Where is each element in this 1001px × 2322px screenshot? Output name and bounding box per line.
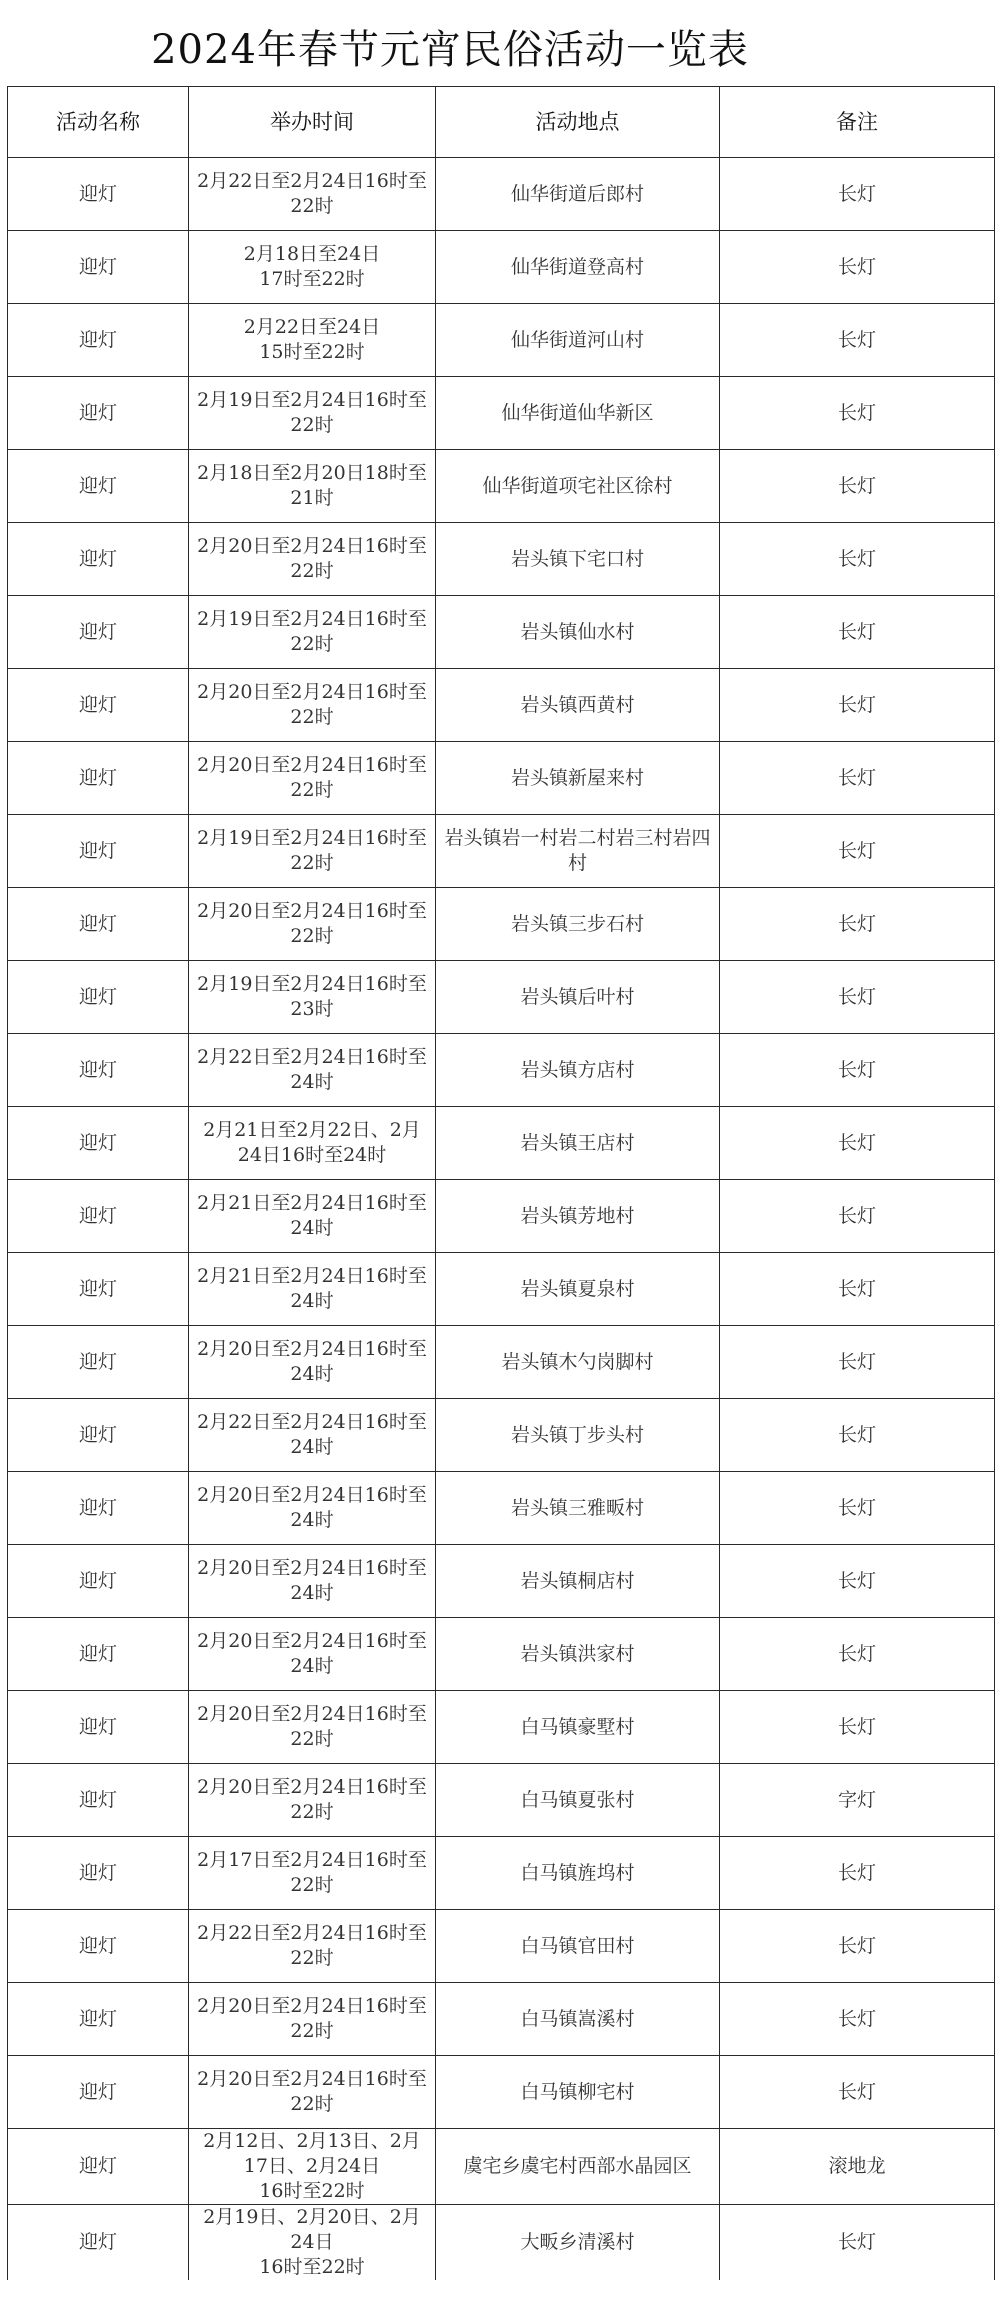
- cell-time: 2月22日至2月24日16时至24时: [189, 1399, 436, 1472]
- cell-time: 2月20日至2月24日16时至22时: [189, 1691, 436, 1764]
- table-row: [8, 596, 995, 669]
- cell-location: 岩头镇西黄村: [436, 669, 720, 742]
- cell-activity-name: 迎灯: [8, 2205, 189, 2281]
- cell-activity-name: 迎灯: [8, 1253, 189, 1326]
- cell-time: 2月20日至2月24日16时至24时: [189, 1326, 436, 1399]
- cell-time: 2月21日至2月22日、2月24日16时至24时: [189, 1107, 436, 1180]
- cell-time: 2月19日、2月20日、2月24日 16时至22时: [189, 2205, 436, 2281]
- cell-location: 岩头镇桐店村: [436, 1545, 720, 1618]
- cell-time: 2月20日至2月24日16时至22时: [189, 1764, 436, 1837]
- cell-location: 岩头镇新屋来村: [436, 742, 720, 815]
- cell-remark: 长灯: [720, 158, 995, 231]
- cell-time: 2月19日至2月24日16时至22时: [189, 815, 436, 888]
- events-table: [7, 86, 995, 2280]
- cell-remark: 长灯: [720, 888, 995, 961]
- cell-remark: 长灯: [720, 1837, 995, 1910]
- cell-location: 仙华街道后郎村: [436, 158, 720, 231]
- cell-activity-name: 迎灯: [8, 1472, 189, 1545]
- header-activity-name: 活动名称: [8, 87, 189, 158]
- cell-time: 2月22日至2月24日16时至24时: [189, 1034, 436, 1107]
- cell-location: 岩头镇方店村: [436, 1034, 720, 1107]
- cell-remark: 长灯: [720, 1545, 995, 1618]
- cell-remark: 长灯: [720, 669, 995, 742]
- cell-remark: 长灯: [720, 1034, 995, 1107]
- document-title: 2024年春节元宵民俗活动一览表: [151, 27, 749, 73]
- cell-remark: 长灯: [720, 1107, 995, 1180]
- cell-location: 岩头镇下宅口村: [436, 523, 720, 596]
- cell-time: 2月19日至2月24日16时至23时: [189, 961, 436, 1034]
- cell-time: 2月22日至24日 15时至22时: [189, 304, 436, 377]
- cell-time: 2月20日至2月24日16时至22时: [189, 523, 436, 596]
- cell-remark: 长灯: [720, 742, 995, 815]
- table-row: [8, 1910, 995, 1983]
- cell-remark: 长灯: [720, 961, 995, 1034]
- table-row: [8, 158, 995, 231]
- cell-remark: 长灯: [720, 231, 995, 304]
- cell-remark: 长灯: [720, 1399, 995, 1472]
- table-row: [8, 1253, 995, 1326]
- cell-remark: 长灯: [720, 1910, 995, 1983]
- cell-activity-name: 迎灯: [8, 377, 189, 450]
- cell-activity-name: 迎灯: [8, 669, 189, 742]
- cell-location: 白马镇柳宅村: [436, 2056, 720, 2129]
- table-row: [8, 815, 995, 888]
- cell-remark: 长灯: [720, 377, 995, 450]
- cell-activity-name: 迎灯: [8, 450, 189, 523]
- cell-location: 仙华街道登高村: [436, 231, 720, 304]
- cell-location: 仙华街道仙华新区: [436, 377, 720, 450]
- cell-remark: 长灯: [720, 1253, 995, 1326]
- table-row: [8, 1837, 995, 1910]
- cell-location: 白马镇夏张村: [436, 1764, 720, 1837]
- cell-time: 2月22日至2月24日16时至22时: [189, 1910, 436, 1983]
- cell-activity-name: 迎灯: [8, 596, 189, 669]
- cell-location: 岩头镇仙水村: [436, 596, 720, 669]
- cell-time: 2月20日至2月24日16时至22时: [189, 888, 436, 961]
- cell-activity-name: 迎灯: [8, 2129, 189, 2205]
- cell-activity-name: 迎灯: [8, 1399, 189, 1472]
- cell-location: 虞宅乡虞宅村西部水晶园区: [436, 2129, 720, 2205]
- cell-remark: 长灯: [720, 1326, 995, 1399]
- cell-activity-name: 迎灯: [8, 2056, 189, 2129]
- cell-location: 岩头镇丁步头村: [436, 1399, 720, 1472]
- cell-activity-name: 迎灯: [8, 1034, 189, 1107]
- table-row: [8, 888, 995, 961]
- table-row: [8, 1034, 995, 1107]
- cell-activity-name: 迎灯: [8, 1910, 189, 1983]
- cell-location: 仙华街道项宅社区徐村: [436, 450, 720, 523]
- cell-location: 白马镇嵩溪村: [436, 1983, 720, 2056]
- header-location: 活动地点: [436, 87, 720, 158]
- table-row: [8, 2205, 995, 2281]
- table-row: [8, 377, 995, 450]
- table-row: [8, 1107, 995, 1180]
- table-row: [8, 1472, 995, 1545]
- table-row: [8, 1326, 995, 1399]
- cell-activity-name: 迎灯: [8, 304, 189, 377]
- cell-activity-name: 迎灯: [8, 1180, 189, 1253]
- cell-time: 2月20日至2月24日16时至22时: [189, 1983, 436, 2056]
- cell-activity-name: 迎灯: [8, 1618, 189, 1691]
- cell-activity-name: 迎灯: [8, 231, 189, 304]
- cell-remark: 长灯: [720, 1618, 995, 1691]
- table-row: [8, 1545, 995, 1618]
- table-row: [8, 304, 995, 377]
- cell-activity-name: 迎灯: [8, 1837, 189, 1910]
- cell-activity-name: 迎灯: [8, 158, 189, 231]
- cell-remark: 长灯: [720, 596, 995, 669]
- cell-activity-name: 迎灯: [8, 1326, 189, 1399]
- cell-remark: 长灯: [720, 450, 995, 523]
- cell-time: 2月20日至2月24日16时至24时: [189, 1472, 436, 1545]
- cell-time: 2月20日至2月24日16时至24时: [189, 1618, 436, 1691]
- cell-location: 白马镇豪墅村: [436, 1691, 720, 1764]
- cell-remark: 长灯: [720, 304, 995, 377]
- cell-time: 2月20日至2月24日16时至22时: [189, 669, 436, 742]
- cell-location: 白马镇官田村: [436, 1910, 720, 1983]
- cell-location: 岩头镇后叶村: [436, 961, 720, 1034]
- cell-location: 白马镇旌坞村: [436, 1837, 720, 1910]
- cell-remark: 长灯: [720, 1472, 995, 1545]
- cell-activity-name: 迎灯: [8, 815, 189, 888]
- cell-remark: 长灯: [720, 2056, 995, 2129]
- cell-activity-name: 迎灯: [8, 1107, 189, 1180]
- cell-location: 大畈乡清溪村: [436, 2205, 720, 2281]
- cell-location: 岩头镇三雅畈村: [436, 1472, 720, 1545]
- cell-time: 2月20日至2月24日16时至24时: [189, 1545, 436, 1618]
- cell-remark: 滚地龙: [720, 2129, 995, 2205]
- cell-activity-name: 迎灯: [8, 1691, 189, 1764]
- cell-time: 2月20日至2月24日16时至22时: [189, 742, 436, 815]
- cell-time: 2月19日至2月24日16时至22时: [189, 377, 436, 450]
- cell-location: 仙华街道河山村: [436, 304, 720, 377]
- table-row: [8, 669, 995, 742]
- header-time: 举办时间: [189, 87, 436, 158]
- cell-remark: 长灯: [720, 815, 995, 888]
- cell-remark: 长灯: [720, 1691, 995, 1764]
- cell-activity-name: 迎灯: [8, 888, 189, 961]
- cell-activity-name: 迎灯: [8, 742, 189, 815]
- table-row: [8, 523, 995, 596]
- cell-activity-name: 迎灯: [8, 961, 189, 1034]
- cell-remark: 长灯: [720, 523, 995, 596]
- cell-remark: 字灯: [720, 1764, 995, 1837]
- header-remark: 备注: [720, 87, 995, 158]
- cell-activity-name: 迎灯: [8, 523, 189, 596]
- table-header-row: [8, 87, 995, 158]
- table-row: [8, 742, 995, 815]
- cell-location: 岩头镇芳地村: [436, 1180, 720, 1253]
- cell-location: 岩头镇三步石村: [436, 888, 720, 961]
- table-row: [8, 2056, 995, 2129]
- table-body: [8, 158, 995, 2281]
- cell-time: 2月18日至2月20日18时至21时: [189, 450, 436, 523]
- table-row: [8, 1180, 995, 1253]
- table-row: [8, 1691, 995, 1764]
- cell-remark: 长灯: [720, 1983, 995, 2056]
- cell-activity-name: 迎灯: [8, 1983, 189, 2056]
- table-row: [8, 2129, 995, 2205]
- table-row: [8, 231, 995, 304]
- cell-remark: 长灯: [720, 1180, 995, 1253]
- cell-time: 2月18日至24日 17时至22时: [189, 231, 436, 304]
- table-row: [8, 961, 995, 1034]
- cell-location: 岩头镇夏泉村: [436, 1253, 720, 1326]
- table-row: [8, 1399, 995, 1472]
- cell-time: 2月22日至2月24日16时至22时: [189, 158, 436, 231]
- cell-time: 2月19日至2月24日16时至22时: [189, 596, 436, 669]
- table-row: [8, 1618, 995, 1691]
- table-row: [8, 1983, 995, 2056]
- cell-location: 岩头镇木勺岗脚村: [436, 1326, 720, 1399]
- table-row: [8, 1764, 995, 1837]
- cell-time: 2月21日至2月24日16时至24时: [189, 1180, 436, 1253]
- cell-activity-name: 迎灯: [8, 1764, 189, 1837]
- cell-time: 2月21日至2月24日16时至24时: [189, 1253, 436, 1326]
- cell-time: 2月20日至2月24日16时至22时: [189, 2056, 436, 2129]
- table-row: [8, 450, 995, 523]
- cell-location: 岩头镇王店村: [436, 1107, 720, 1180]
- cell-activity-name: 迎灯: [8, 1545, 189, 1618]
- cell-remark: 长灯: [720, 2205, 995, 2281]
- cell-time: 2月12日、2月13日、2月17日、2月24日 16时至22时: [189, 2129, 436, 2205]
- cell-location: 岩头镇岩一村岩二村岩三村岩四村: [436, 815, 720, 888]
- cell-time: 2月17日至2月24日16时至22时: [189, 1837, 436, 1910]
- cell-location: 岩头镇洪家村: [436, 1618, 720, 1691]
